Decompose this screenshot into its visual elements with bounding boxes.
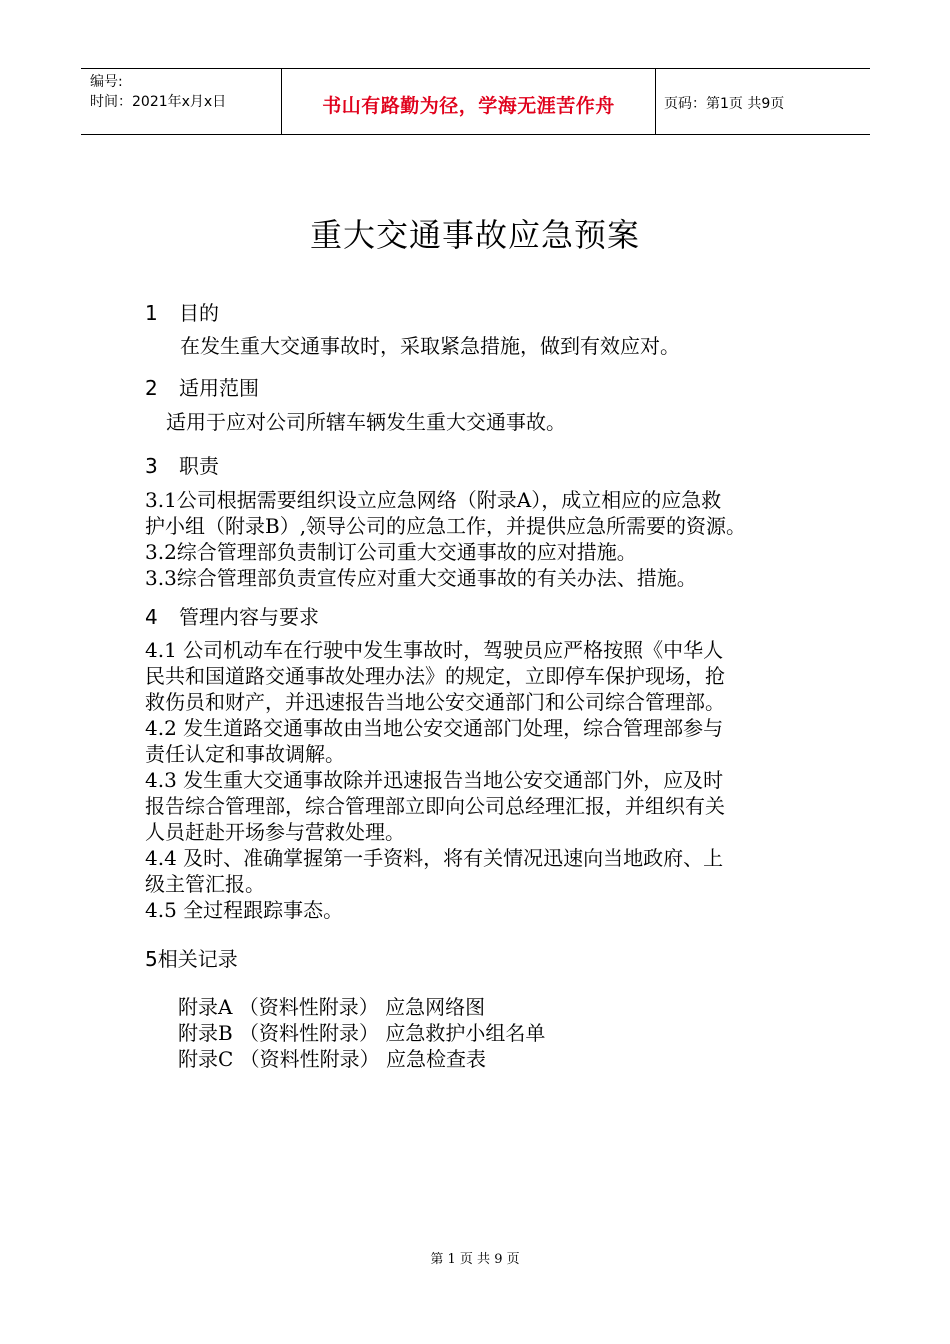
appendix-item: 附录C （资料性附录） 应急检查表 [178, 1047, 487, 1071]
section-heading-5: 5相关记录 [145, 947, 238, 971]
page-footer: 第 1 页 共 9 页 [430, 1252, 520, 1267]
header-motto: 书山有路勤为径，学海无涯苦作舟 [322, 95, 615, 117]
section-heading-4 [145, 601, 319, 630]
section-body-3 [145, 487, 746, 591]
paragraph-line: 护小组（附录B）,领导公司的应急工作，并提供应急所需要的资源。 [145, 514, 747, 538]
appendix-item: 附录A （资料性附录） 应急网络图 [178, 995, 486, 1019]
section-number: 2 [145, 376, 158, 400]
section-heading-3 [145, 450, 219, 479]
paragraph-line: 3.1公司根据需要组织设立应急网络（附录A），成立相应的应急救 [145, 488, 722, 512]
section-title: 管理内容与要求 [179, 605, 319, 629]
header-page-info: 页码：第1页 共9页 [664, 96, 785, 112]
paragraph-line: 4.5 全过程跟踪事态。 [145, 898, 344, 922]
paragraph-line: 救伤员和财产，并迅速报告当地公安交通部门和公司综合管理部。 [145, 690, 725, 714]
paragraph-line: 4.3 发生重大交通事故除并迅速报告当地公安交通部门外，应及时 [145, 768, 724, 792]
section-number: 1 [145, 301, 158, 325]
paragraph-line: 3.2综合管理部负责制订公司重大交通事故的应对措施。 [145, 540, 637, 564]
paragraph-line: 4.2 发生道路交通事故由当地公安交通部门处理，综合管理部参与 [145, 716, 724, 740]
section-body-4 [145, 637, 725, 923]
section-heading-2 [145, 372, 259, 401]
section-title: 适用范围 [179, 376, 259, 400]
document-header [81, 68, 870, 135]
paragraph-line: 责任认定和事故调解。 [145, 742, 345, 766]
paragraph-line: 报告综合管理部，综合管理部立即向公司总经理汇报，并组织有关 [145, 794, 725, 818]
section-heading-1 [145, 297, 219, 326]
header-meta [90, 72, 226, 112]
section-title: 目的 [179, 301, 219, 325]
document-title: 重大交通事故应急预案 [309, 216, 640, 254]
section-number: 4 [145, 605, 158, 629]
appendix-list [178, 994, 545, 1072]
paragraph-line: 4.1 公司机动车在行驶中发生事故时，驾驶员应严格按照《中华人 [145, 638, 724, 662]
appendix-item: 附录B （资料性附录） 应急救护小组名单 [178, 1021, 546, 1045]
paragraph-line: 级主管汇报。 [145, 872, 265, 896]
paragraph-line: 民共和国道路交通事故处理办法》的规定，立即停车保护现场，抢 [145, 664, 725, 688]
section-number: 3 [145, 454, 158, 478]
date-label: 时间：2021年x月x日 [90, 94, 227, 110]
paragraph-line: 4.4 及时、准确掌握第一手资料，将有关情况迅速向当地政府、上 [145, 846, 724, 870]
section-title: 职责 [179, 454, 219, 478]
code-label: 编号: [90, 74, 123, 90]
section-body-1: 在发生重大交通事故时，采取紧急措施，做到有效应对。 [180, 334, 680, 358]
section-body-2: 适用于应对公司所辖车辆发生重大交通事故。 [166, 410, 566, 434]
paragraph-line: 人员赶赴开场参与营救处理。 [145, 820, 405, 844]
paragraph-line: 3.3综合管理部负责宣传应对重大交通事故的有关办法、措施。 [145, 566, 697, 590]
header-divider [655, 69, 656, 134]
